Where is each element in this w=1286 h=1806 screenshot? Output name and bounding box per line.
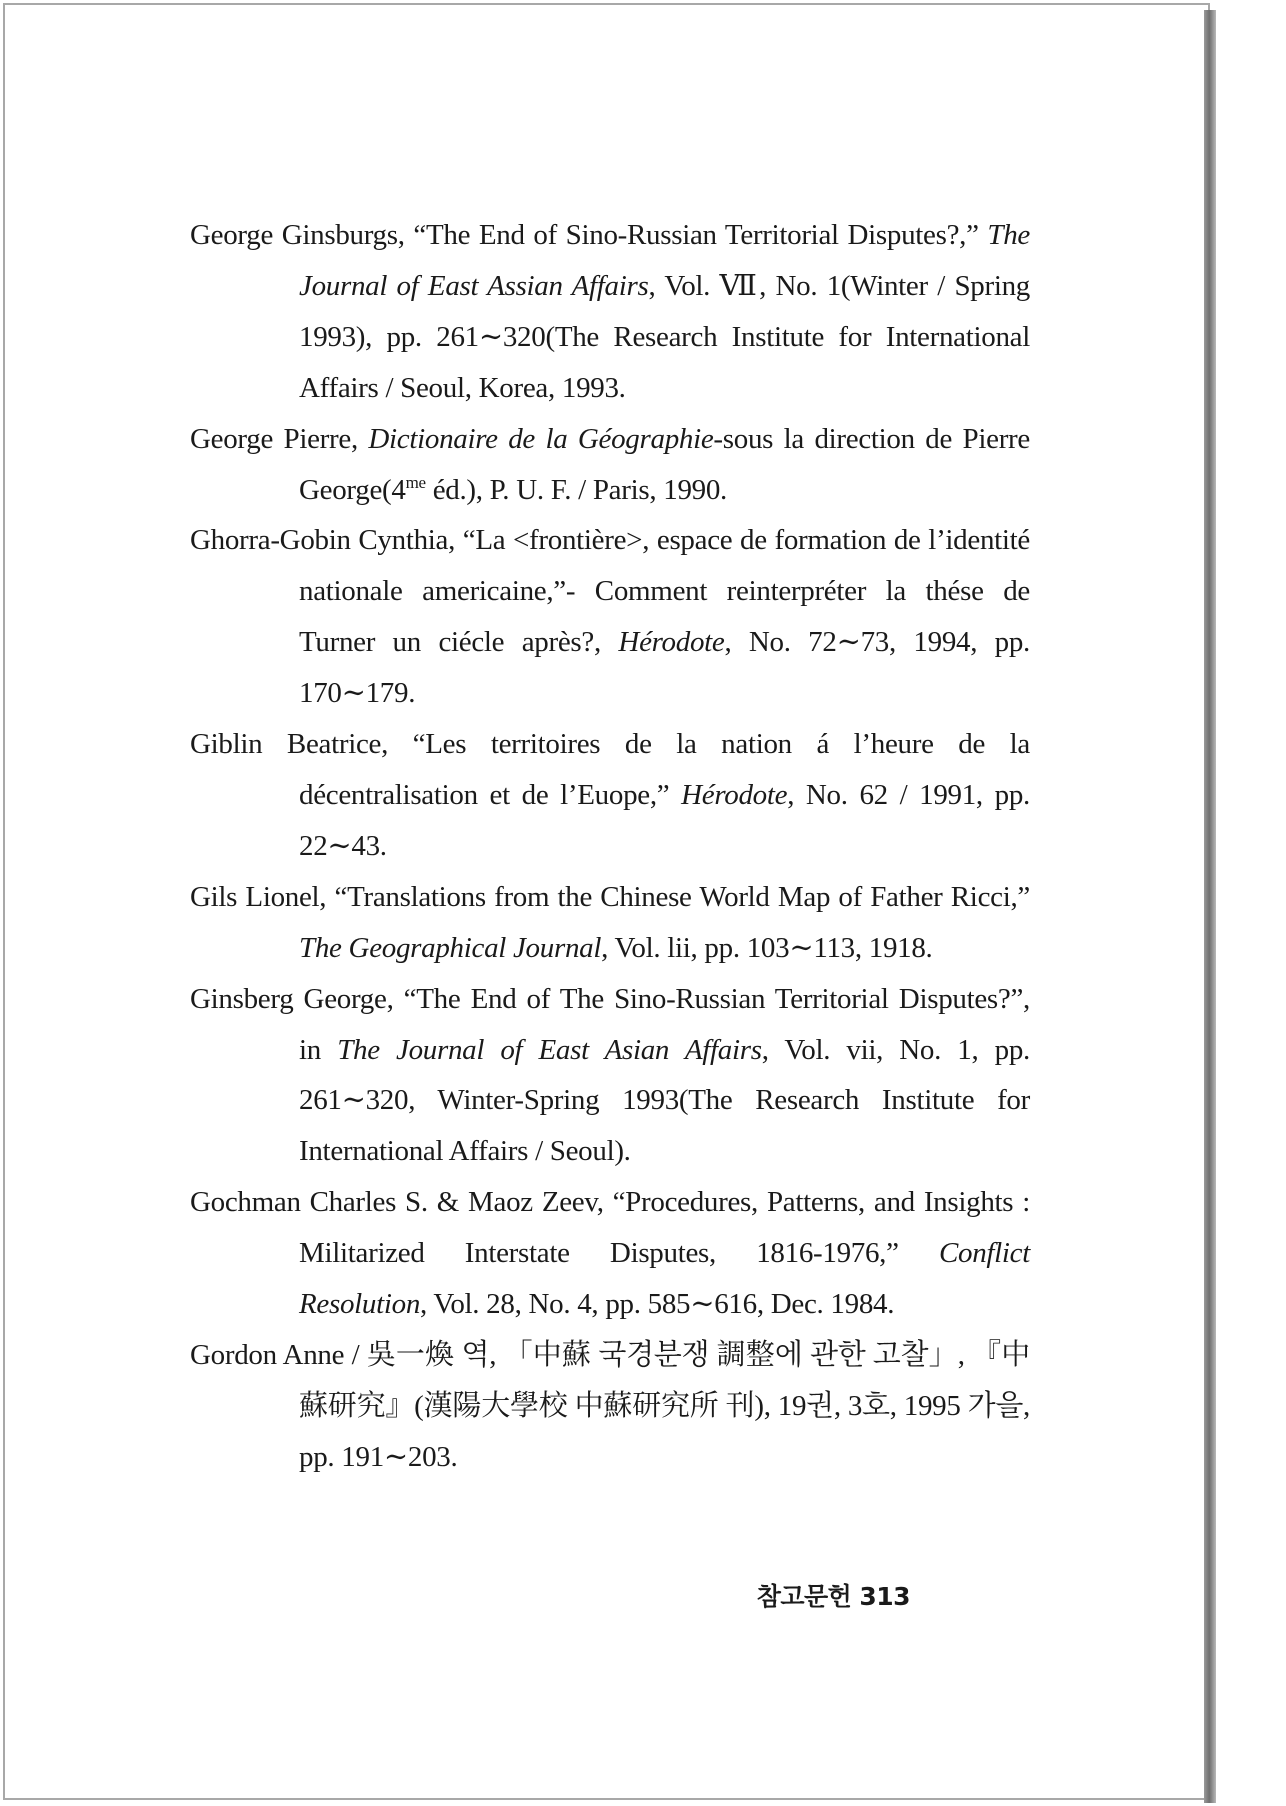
entry-text: Gordon Anne / 吳一煥 역, 「中蘇 국경분쟁 調整에 관한 고찰」, 『中蘇研究』(漢陽大學校 中蘇研究所 刊), 19권, 3호, 1995 가을, pp. 191∼203. [190,1338,1030,1473]
page-number: 313 [859,1582,910,1611]
entry-text: Gochman Charles S. & Maoz Zeev, “Procedures, Patterns, and Insights : Militarized Interstate Disputes, 1816-1976,” [190,1186,1030,1270]
bibliography-entry [190,414,1030,516]
entry-text: Giblin Beatrice, “Les territoires de la nation á l’heure de la décentralisation et de l’Euope,” [190,728,1030,811]
running-title: 참고문헌 [756,1582,852,1611]
bibliography-entry [190,1177,1030,1330]
entry-title-italic: The Journal of East Assian Affairs [299,219,1030,302]
entry-text: -sous la direction de Pierre George(4 [299,422,1030,506]
entry-text: , No. 62 / 1991, pp. 22∼43. [299,778,1030,862]
bibliography-entry [190,515,1030,719]
entry-title-italic: Conflict Resolution [299,1237,1030,1321]
bibliography-entry [190,1330,1030,1483]
entry-title-italic: Dictionaire de la Géographie [368,422,714,455]
entry-title-italic: Hérodote [618,626,725,659]
entry-title-italic: The Journal of East Asian Affairs [337,1033,762,1066]
entry-text: George Ginsburgs, “The End of Sino-Russian Territorial Disputes?,” [190,219,988,251]
bibliography-entry [190,719,1030,872]
page-footer [757,1577,910,1613]
entry-text: , Vol. 28, No. 4, pp. 585∼616, Dec. 1984. [420,1288,895,1321]
entry-text: , Vol. vii, No. 1, pp. 261∼320, Winter-Spring 1993(The Research Institute for International Affairs / Seoul). [299,1033,1030,1168]
entry-text: , No. 72∼73, 1994, pp. 170∼179. [299,626,1030,710]
bibliography-entry [190,872,1030,974]
entry-title-italic: The Geographical Journal [299,931,602,964]
bibliography-entry [190,974,1030,1178]
book-page [3,3,1210,1800]
entry-text: Ginsberg George, “The End of The Sino-Russian Territorial Disputes?”, in [190,982,1030,1066]
bibliography-entry [190,210,1030,414]
entry-text: éd.), P. U. F. / Paris, 1990. [425,473,727,506]
entry-text: , Vol. Ⅶ, No. 1(Winter / Spring 1993), pp. 261∼320(The Research Institute for International Affairs / Seoul, Korea, 1993. [299,269,1030,404]
bibliography-list [190,210,1030,1483]
entry-text: George Pierre, [190,422,369,455]
entry-text: , Vol. lii, pp. 103∼113, 1918. [601,931,933,964]
entry-text: Ghorra-Gobin Cynthia, “La <frontière>, espace de formation de l’identité nationale americaine,”- Comment reinterpréter la thése de Turner un ciécle après?, [190,524,1030,659]
entry-title-italic: Hérodote [681,778,788,811]
entry-superscript: me [405,472,426,492]
entry-text: Gils Lionel, “Translations from the Chinese World Map of Father Ricci,” [190,880,1030,913]
page-edge-shadow [1204,10,1216,1803]
